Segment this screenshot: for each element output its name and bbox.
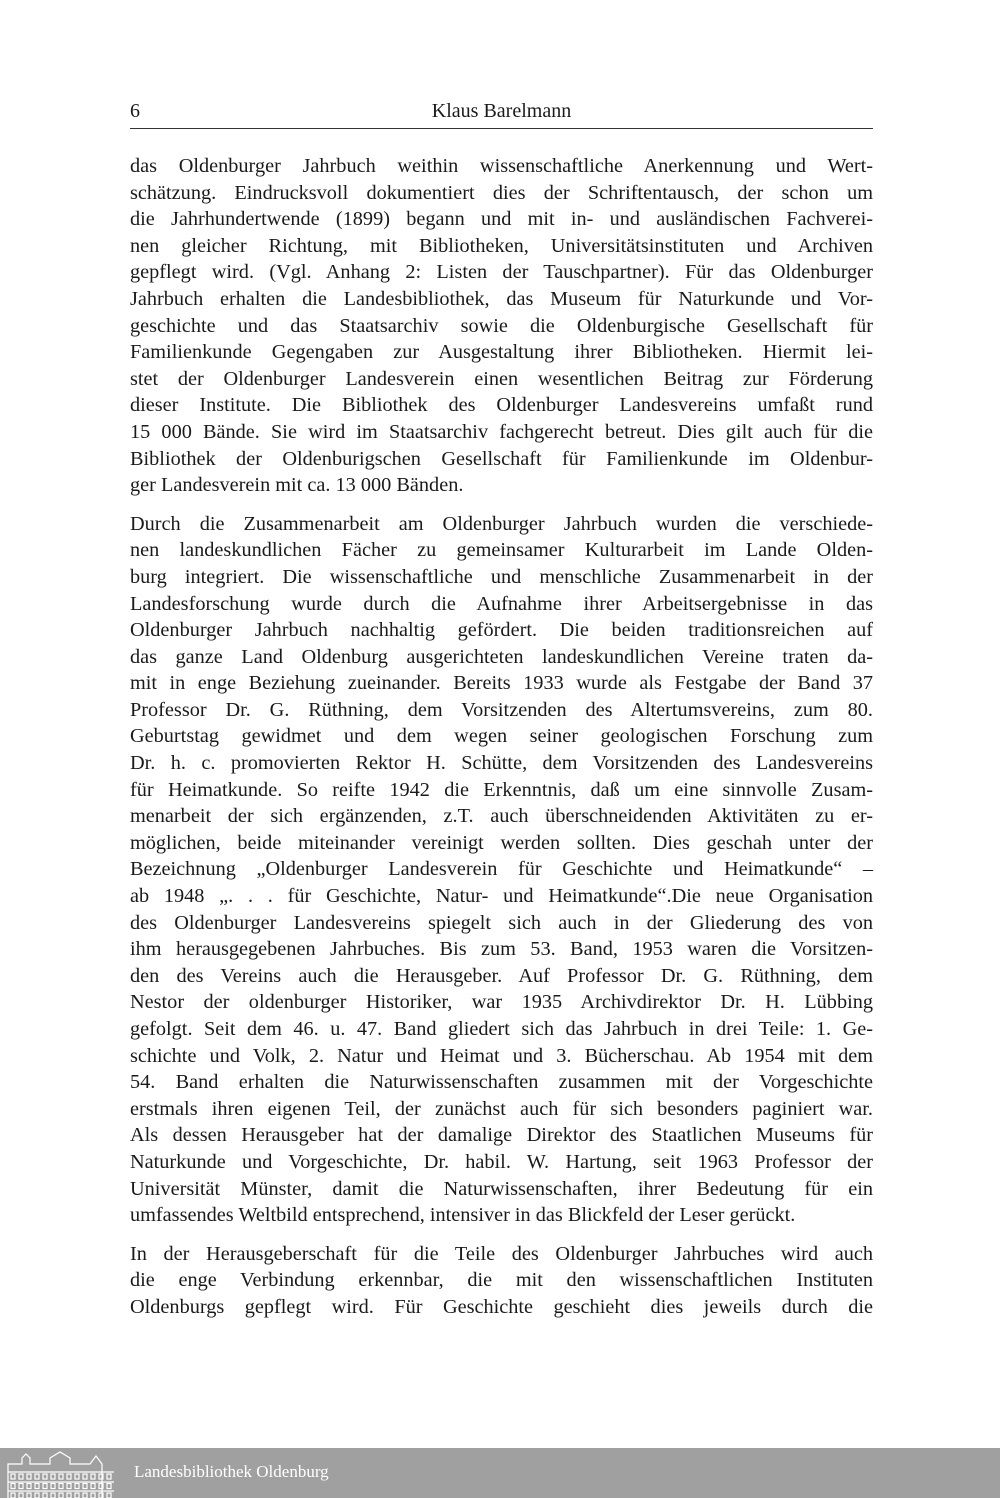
text-line: erstmals ihren eigenen Teil, der zunächst auch für sich besonders paginiert war. bbox=[130, 1097, 873, 1120]
text-line: mit in enge Beziehung zueinander. Bereits 1933 wurde als Festgabe der Band 37 bbox=[130, 672, 873, 695]
text-line: für Heimatkunde. So reifte 1942 die Erkenntnis, daß um eine sinnvolle Zusam- bbox=[130, 778, 873, 801]
text-line: ihm herausgegebenen Jahrbuches. Bis zum 53. Band, 1953 waren die Vorsitzen- bbox=[130, 938, 873, 961]
text-line: gepflegt wird. (Vgl. Anhang 2: Listen der Tauschpartner). Für das Oldenburger bbox=[130, 261, 873, 284]
text-line: ab 1948 „. . . für Geschichte, Natur- und Heimatkunde“.Die neue Organisation bbox=[130, 885, 873, 908]
paragraph bbox=[130, 511, 873, 1229]
text-line: des Oldenburger Landesvereins spiegelt sich auch in der Gliederung des von bbox=[130, 911, 873, 934]
text-line: Bezeichnung „Oldenburger Landesverein für Geschichte und Heimatkunde“ – bbox=[130, 858, 873, 881]
paragraph bbox=[130, 153, 873, 499]
text-line: Nestor der oldenburger Historiker, war 1935 Archivdirektor Dr. H. Lübbing bbox=[130, 991, 873, 1014]
text-line: Als dessen Herausgeber hat der damalige Direktor des Staatlichen Museums für bbox=[130, 1124, 873, 1147]
text-line: Geburtstag gewidmet und dem wegen seiner geologischen Forschung zum bbox=[130, 725, 873, 748]
text-line: stet der Oldenburger Landesverein einen wesentlichen Beitrag zur Förderung bbox=[130, 367, 873, 390]
library-building-logo-icon bbox=[6, 1450, 124, 1498]
text-line: Professor Dr. G. Rüthning, dem Vorsitzenden des Altertumsvereins, zum 80. bbox=[130, 698, 873, 721]
text-line: den des Vereins auch die Herausgeber. Auf Professor Dr. G. Rüthning, dem bbox=[130, 964, 873, 987]
text-line: das Oldenburger Jahrbuch weithin wissenschaftliche Anerkennung und Wert- bbox=[130, 155, 873, 177]
text-line: 54. Band erhalten die Naturwissenschaften zusammen mit der Vorgeschichte bbox=[130, 1071, 873, 1094]
text-line: nen gleicher Richtung, mit Bibliotheken, Universitätsinstituten und Archiven bbox=[130, 234, 873, 257]
running-title: Klaus Barelmann bbox=[431, 100, 572, 122]
text-line: Landesforschung wurde durch die Aufnahme ihrer Arbeitsergebnisse in das bbox=[130, 592, 873, 615]
text-line: gefolgt. Seit dem 46. u. 47. Band gliedert sich das Jahrbuch in drei Teile: 1. Ge- bbox=[130, 1018, 873, 1040]
text-line: dieser Institute. Die Bibliothek des Oldenburger Landesvereins umfaßt rund bbox=[130, 394, 873, 417]
text-line: nen landeskundlichen Fächer zu gemeinsamer Kulturarbeit im Lande Olden- bbox=[130, 539, 873, 562]
text-line: menarbeit der sich ergänzenden, z.T. auch überschneidenden Aktivitäten zu er- bbox=[130, 805, 873, 828]
page-header bbox=[130, 98, 873, 129]
page-number: 6 bbox=[130, 100, 140, 122]
text-line: Bibliothek der Oldenburigschen Gesellschaft für Familienkunde im Oldenbur- bbox=[130, 447, 873, 470]
text-line: möglichen, beide miteinander vereinigt werden sollten. Dies geschah unter der bbox=[130, 831, 873, 854]
text-line: Jahrbuch erhalten die Landesbibliothek, das Museum für Naturkunde und Vor- bbox=[130, 287, 873, 310]
body-text bbox=[130, 153, 873, 1333]
text-line: umfassendes Weltbild entsprechend, intensiver in das Blickfeld der Leser gerückt. bbox=[130, 1204, 796, 1227]
text-line: In der Herausgeberschaft für die Teile des Oldenburger Jahrbuches wird auch bbox=[130, 1242, 873, 1265]
text-line: schätzung. Eindrucksvoll dokumentiert dies der Schriftentausch, der schon um bbox=[130, 181, 873, 204]
text-line: geschichte und das Staatsarchiv sowie die Oldenburgische Gesellschaft für bbox=[130, 314, 873, 337]
text-line: Naturkunde und Vorgeschichte, Dr. habil. W. Hartung, seit 1963 Professor der bbox=[130, 1150, 873, 1173]
text-line: Familienkunde Gegengaben zur Ausgestaltung ihrer Bibliotheken. Hiermit lei- bbox=[130, 341, 873, 364]
text-line: burg integriert. Die wissenschaftliche und menschliche Zusammenarbeit in der bbox=[130, 565, 873, 588]
text-line: ger Landesverein mit ca. 13 000 Bänden. bbox=[130, 474, 464, 497]
text-line: das ganze Land Oldenburg ausgerichteten landeskundlichen Vereine traten da- bbox=[130, 645, 873, 668]
library-footer-bar bbox=[0, 1448, 1000, 1498]
text-line: Universität Münster, damit die Naturwissenschaften, ihrer Bedeutung für ein bbox=[130, 1177, 873, 1200]
text-line: Oldenburger Jahrbuch nachhaltig gefördert. Die beiden traditionsreichen auf bbox=[130, 619, 873, 642]
paragraph bbox=[130, 1241, 873, 1321]
text-line: 15 000 Bände. Sie wird im Staatsarchiv fachgerecht betreut. Dies gilt auch für die bbox=[130, 420, 873, 443]
text-line: die enge Verbindung erkennbar, die mit den wissenschaftlichen Instituten bbox=[130, 1269, 873, 1292]
text-line: schichte und Volk, 2. Natur und Heimat und 3. Bücherschau. Ab 1954 mit dem bbox=[130, 1044, 873, 1067]
text-line: Durch die Zusammenarbeit am Oldenburger Jahrbuch wurden die verschiede- bbox=[130, 512, 873, 535]
library-name: Landesbibliothek Oldenburg bbox=[134, 1462, 329, 1481]
text-line: Dr. h. c. promovierten Rektor H. Schütte, dem Vorsitzenden des Landesvereins bbox=[130, 752, 873, 775]
text-line: die Jahrhundertwende (1899) begann und mit in- und ausländischen Fachverei- bbox=[130, 208, 873, 231]
text-line: Oldenburgs gepflegt wird. Für Geschichte geschieht dies jeweils durch die bbox=[130, 1295, 873, 1318]
